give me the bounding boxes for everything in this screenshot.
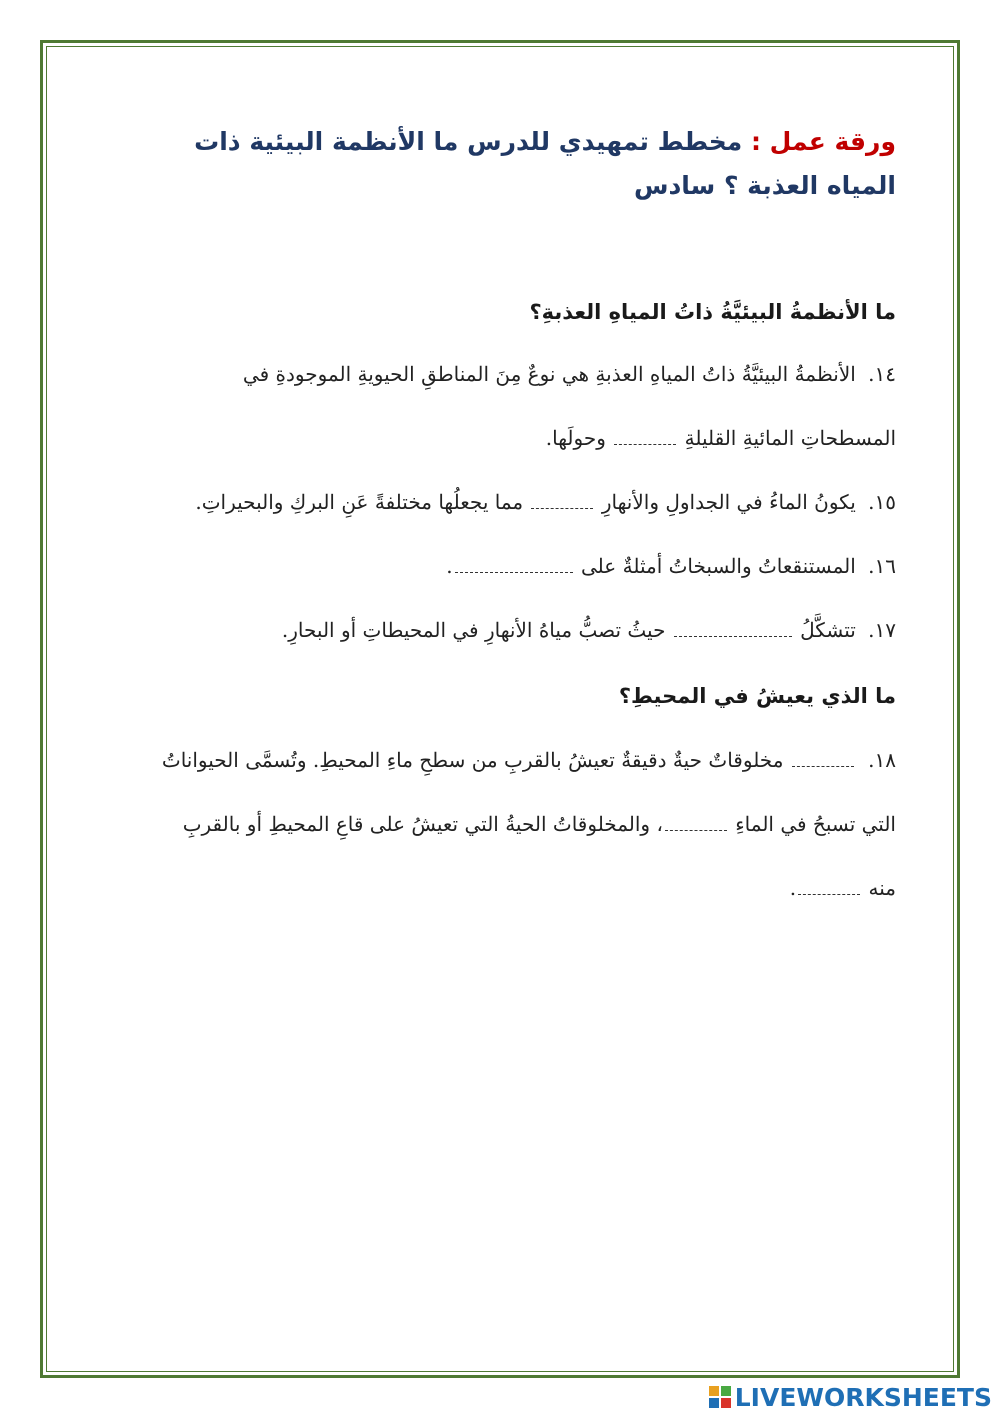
worksheet-title: [136, 120, 896, 208]
question-number: ١٦.: [868, 554, 896, 578]
section-heading-freshwater: ما الأنظمةُ البيئيَّةُ ذاتُ المياهِ العذبةِ؟: [529, 300, 896, 324]
answer-blank[interactable]: [674, 620, 792, 637]
question-text: ، والمخلوقاتُ الحيةُ التي تعيشُ على قاعِ المحيطِ أو بالقربِ منه: [182, 812, 896, 900]
answer-blank[interactable]: [798, 878, 860, 895]
answer-blank[interactable]: [614, 428, 676, 445]
question-text: يكونُ الماءُ في الجداولِ والأنهارِ: [601, 490, 856, 514]
question-number: ١٧.: [868, 618, 896, 642]
question-text: وحولَها.: [545, 426, 606, 450]
question-number: ١٥.: [868, 490, 896, 514]
question-14: [156, 342, 896, 470]
question-text: الأنظمةُ البيئيَّةُ ذاتُ المياهِ العذبةِ هي نوعٌ مِنَ المناطقِ الحيويةِ الموجودةِ في المسطحاتِ المائيةِ القليلةِ: [242, 362, 896, 450]
title-text: مخطط تمهيدي للدرس ما الأنظمة البيئية ذات المياه العذبة ؟ سادس: [194, 127, 896, 200]
logo-text: LIVEWORKSHEETS: [734, 1382, 992, 1412]
question-text: تتشكَّلُ: [800, 618, 856, 642]
question-number: ١٨.: [868, 748, 896, 772]
question-text: مخلوقاتٌ حيةٌ دقيقةٌ تعيشُ بالقربِ من سطحِ ماءِ المحيطِ. وتُسمَّى الحيواناتُ التي تسبحُ في الماءِ: [161, 748, 896, 836]
question-number: ١٤.: [868, 362, 896, 386]
question-17: [156, 598, 896, 662]
question-text: .: [789, 876, 797, 900]
answer-blank[interactable]: [531, 492, 593, 509]
question-text: المستنقعاتُ والسبخاتُ أمثلةٌ على: [581, 554, 856, 578]
answer-blank[interactable]: [792, 750, 854, 767]
question-text: حيثُ تصبُّ مياهُ الأنهارِ في المحيطاتِ أو البحارِ.: [281, 618, 666, 642]
section-heading-ocean: ما الذي يعيشُ في المحيطِ؟: [618, 684, 896, 708]
question-18: [156, 728, 896, 920]
answer-blank[interactable]: [665, 814, 727, 831]
question-16: [156, 534, 896, 598]
question-text: .: [446, 554, 453, 578]
logo-icon: [709, 1386, 731, 1408]
liveworksheets-logo: [709, 1382, 992, 1412]
question-text: مما يجعلُها مختلفةً عَنِ البركِ والبحيراتِ.: [195, 490, 524, 514]
title-lead: ورقة عمل :: [750, 127, 896, 156]
page-border-inner: [46, 46, 954, 1372]
question-15: [156, 470, 896, 534]
answer-blank[interactable]: [455, 556, 573, 573]
